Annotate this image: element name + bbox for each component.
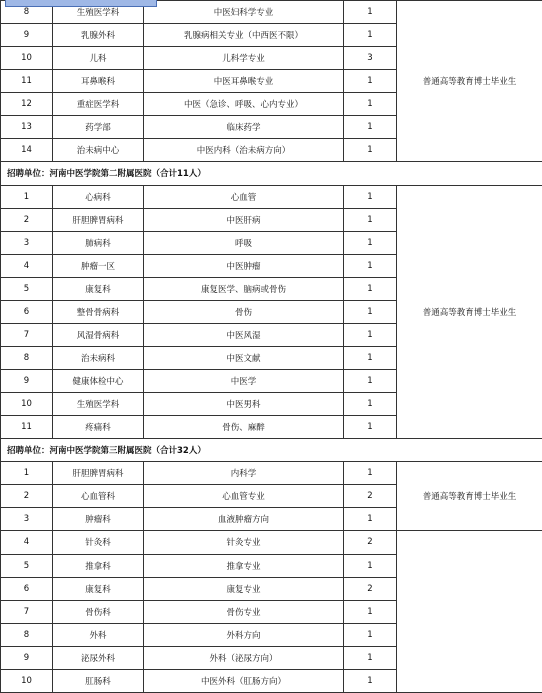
count-cell: 1 [344,185,397,208]
count-cell: 1 [344,416,397,439]
major-cell: 推拿专业 [144,554,344,577]
row-number: 10 [1,669,53,692]
row-number: 14 [1,139,53,162]
count-cell: 1 [344,139,397,162]
count-cell: 3 [344,47,397,70]
requirement-cell: 普通高等教育博士毕业生 [397,462,542,531]
count-cell: 1 [344,508,397,531]
department-cell: 针灸科 [53,531,144,554]
row-number: 8 [1,623,53,646]
count-cell: 1 [344,646,397,669]
department-cell: 整骨骨病科 [53,300,144,323]
count-cell: 2 [344,531,397,554]
count-cell: 1 [344,116,397,139]
department-cell: 推拿科 [53,554,144,577]
department-cell: 肝胆脾胃病科 [53,462,144,485]
major-cell: 骨伤专业 [144,600,344,623]
major-cell: 中医男科 [144,393,344,416]
row-number: 7 [1,600,53,623]
major-cell: 中医（急诊、呼吸、心内专业） [144,93,344,116]
major-cell: 心血管 [144,185,344,208]
row-number: 3 [1,231,53,254]
major-cell: 中医内科（治未病方向） [144,139,344,162]
count-cell: 1 [344,393,397,416]
requirement-cell: 普通高等教育博士毕业生 [397,185,542,439]
department-cell: 儿科 [53,47,144,70]
major-cell: 中医外科（肛肠方向） [144,669,344,692]
count-cell: 1 [344,24,397,47]
count-cell: 1 [344,1,397,24]
major-cell: 呼吸 [144,231,344,254]
table-row [1,462,542,485]
count-cell: 1 [344,462,397,485]
major-cell: 血液肿瘤方向 [144,508,344,531]
department-cell: 肿瘤科 [53,508,144,531]
table-row [1,531,542,554]
department-cell: 康复科 [53,277,144,300]
row-number: 6 [1,300,53,323]
row-number: 5 [1,277,53,300]
department-cell: 心病科 [53,185,144,208]
row-number: 12 [1,93,53,116]
row-number: 10 [1,393,53,416]
department-cell: 泌尿外科 [53,646,144,669]
major-cell: 针灸专业 [144,531,344,554]
unit-header-row [1,439,542,462]
major-cell: 中医妇科学专业 [144,1,344,24]
major-cell: 中医风湿 [144,323,344,346]
department-cell: 重症医学科 [53,93,144,116]
major-cell: 骨伤 [144,300,344,323]
department-cell: 外科 [53,623,144,646]
row-number: 9 [1,24,53,47]
count-cell: 1 [344,669,397,692]
count-cell: 1 [344,346,397,369]
unit-header: 招聘单位：河南中医学院第二附属医院（合计11人） [1,162,542,185]
department-cell: 药学部 [53,116,144,139]
major-cell: 骨伤、麻醉 [144,416,344,439]
major-cell: 外科（泌尿方向） [144,646,344,669]
row-number: 5 [1,554,53,577]
department-cell: 风湿骨病科 [53,323,144,346]
row-number: 1 [1,185,53,208]
requirement-cell-empty [397,531,542,693]
row-number: 10 [1,47,53,70]
count-cell: 1 [344,93,397,116]
row-number: 1 [1,462,53,485]
count-cell: 1 [344,277,397,300]
department-cell: 骨伤科 [53,600,144,623]
table-row [1,185,542,208]
row-number: 11 [1,70,53,93]
major-cell: 中医文献 [144,346,344,369]
requirement-cell: 普通高等教育博士毕业生 [397,1,542,162]
department-cell: 耳鼻喉科 [53,70,144,93]
selection-highlight [5,0,157,7]
count-cell: 1 [344,600,397,623]
department-cell: 治未病科 [53,346,144,369]
row-number: 8 [1,346,53,369]
count-cell: 1 [344,70,397,93]
row-number: 9 [1,370,53,393]
row-number: 9 [1,646,53,669]
count-cell: 2 [344,485,397,508]
count-cell: 1 [344,370,397,393]
department-cell: 健康体检中心 [53,370,144,393]
major-cell: 康复医学、脑病或骨伤 [144,277,344,300]
count-cell: 1 [344,323,397,346]
unit-header-row [1,162,542,185]
major-cell: 中医学 [144,370,344,393]
row-number: 13 [1,116,53,139]
row-number: 7 [1,323,53,346]
major-cell: 临床药学 [144,116,344,139]
department-cell: 康复科 [53,577,144,600]
major-cell: 康复专业 [144,577,344,600]
department-cell: 生殖医学科 [53,1,144,24]
count-cell: 1 [344,208,397,231]
major-cell: 外科方向 [144,623,344,646]
row-number: 4 [1,254,53,277]
department-cell: 治未病中心 [53,139,144,162]
count-cell: 2 [344,577,397,600]
department-cell: 乳腺外科 [53,24,144,47]
row-number: 4 [1,531,53,554]
major-cell: 中医肝病 [144,208,344,231]
count-cell: 1 [344,231,397,254]
department-cell: 肛肠科 [53,669,144,692]
count-cell: 1 [344,623,397,646]
count-cell: 1 [344,300,397,323]
major-cell: 中医肿瘤 [144,254,344,277]
major-cell: 心血管专业 [144,485,344,508]
department-cell: 肝胆脾胃病科 [53,208,144,231]
department-cell: 生殖医学科 [53,393,144,416]
major-cell: 内科学 [144,462,344,485]
department-cell: 肺病科 [53,231,144,254]
major-cell: 乳腺病相关专业（中西医不限） [144,24,344,47]
row-number: 3 [1,508,53,531]
count-cell: 1 [344,254,397,277]
row-number: 2 [1,208,53,231]
department-cell: 疼痛科 [53,416,144,439]
row-number: 8 [1,1,53,24]
department-cell: 肿瘤一区 [53,254,144,277]
department-cell: 心血管科 [53,485,144,508]
row-number: 6 [1,577,53,600]
unit-header: 招聘单位：河南中医学院第三附属医院（合计32人） [1,439,542,462]
major-cell: 儿科学专业 [144,47,344,70]
count-cell: 1 [344,554,397,577]
row-number: 11 [1,416,53,439]
row-number: 2 [1,485,53,508]
major-cell: 中医耳鼻喉专业 [144,70,344,93]
